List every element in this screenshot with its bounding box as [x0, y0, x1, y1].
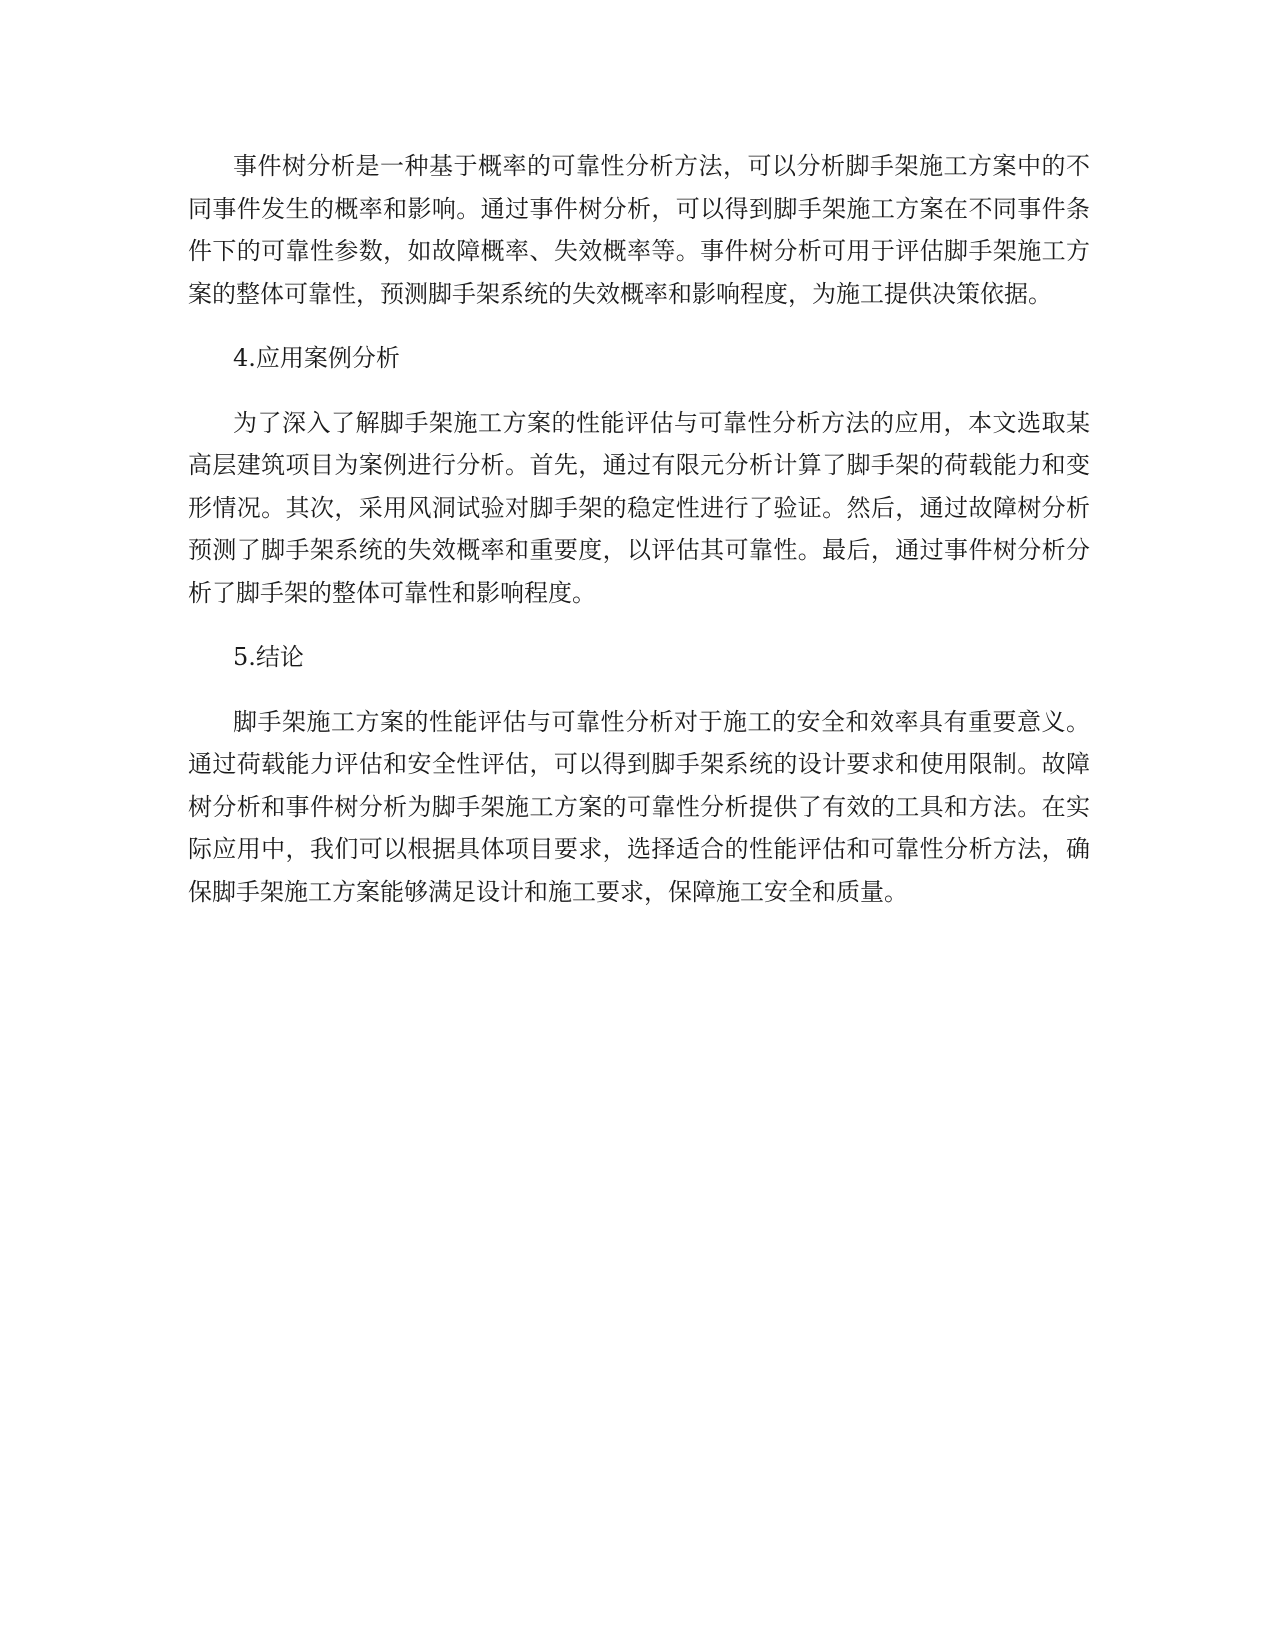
section-heading-conclusion: 5.结论 [233, 643, 304, 671]
paragraph-gap [188, 679, 1090, 701]
paragraph-gap [188, 380, 1090, 402]
paragraph-event-tree-analysis: 事件树分析是一种基于概率的可靠性分析方法，可以分析脚手架施工方案中的不同事件发生的概率和影响。通过事件树分析，可以得到脚手架施工方案在不同事件条件下的可靠性参数，如故障概率、失效概率等。事件树分析可用于评估脚手架施工方案的整体可靠性，预测脚手架系统的失效概率和影响程度，为施工提供决策依据。 [188, 152, 1090, 308]
document-body [188, 145, 1090, 913]
paragraph-gap [188, 614, 1090, 636]
paragraph-gap [188, 315, 1090, 337]
section-heading-case-study: 4.应用案例分析 [233, 344, 400, 372]
paragraph-conclusion: 脚手架施工方案的性能评估与可靠性分析对于施工的安全和效率具有重要意义。通过荷载能力评估和安全性评估，可以得到脚手架系统的设计要求和使用限制。故障树分析和事件树分析为脚手架施工方案的可靠性分析提供了有效的工具和方法。在实际应用中，我们可以根据具体项目要求，选择适合的性能评估和可靠性分析方法，确保脚手架施工方案能够满足设计和施工要求，保障施工安全和质量。 [188, 707, 1090, 906]
paragraph-case-study: 为了深入了解脚手架施工方案的性能评估与可靠性分析方法的应用，本文选取某高层建筑项目为案例进行分析。首先，通过有限元分析计算了脚手架的荷载能力和变形情况。其次，采用风洞试验对脚手架的稳定性进行了验证。然后，通过故障树分析预测了脚手架系统的失效概率和重要度，以评估其可靠性。最后，通过事件树分析分析了脚手架的整体可靠性和影响程度。 [188, 408, 1090, 607]
